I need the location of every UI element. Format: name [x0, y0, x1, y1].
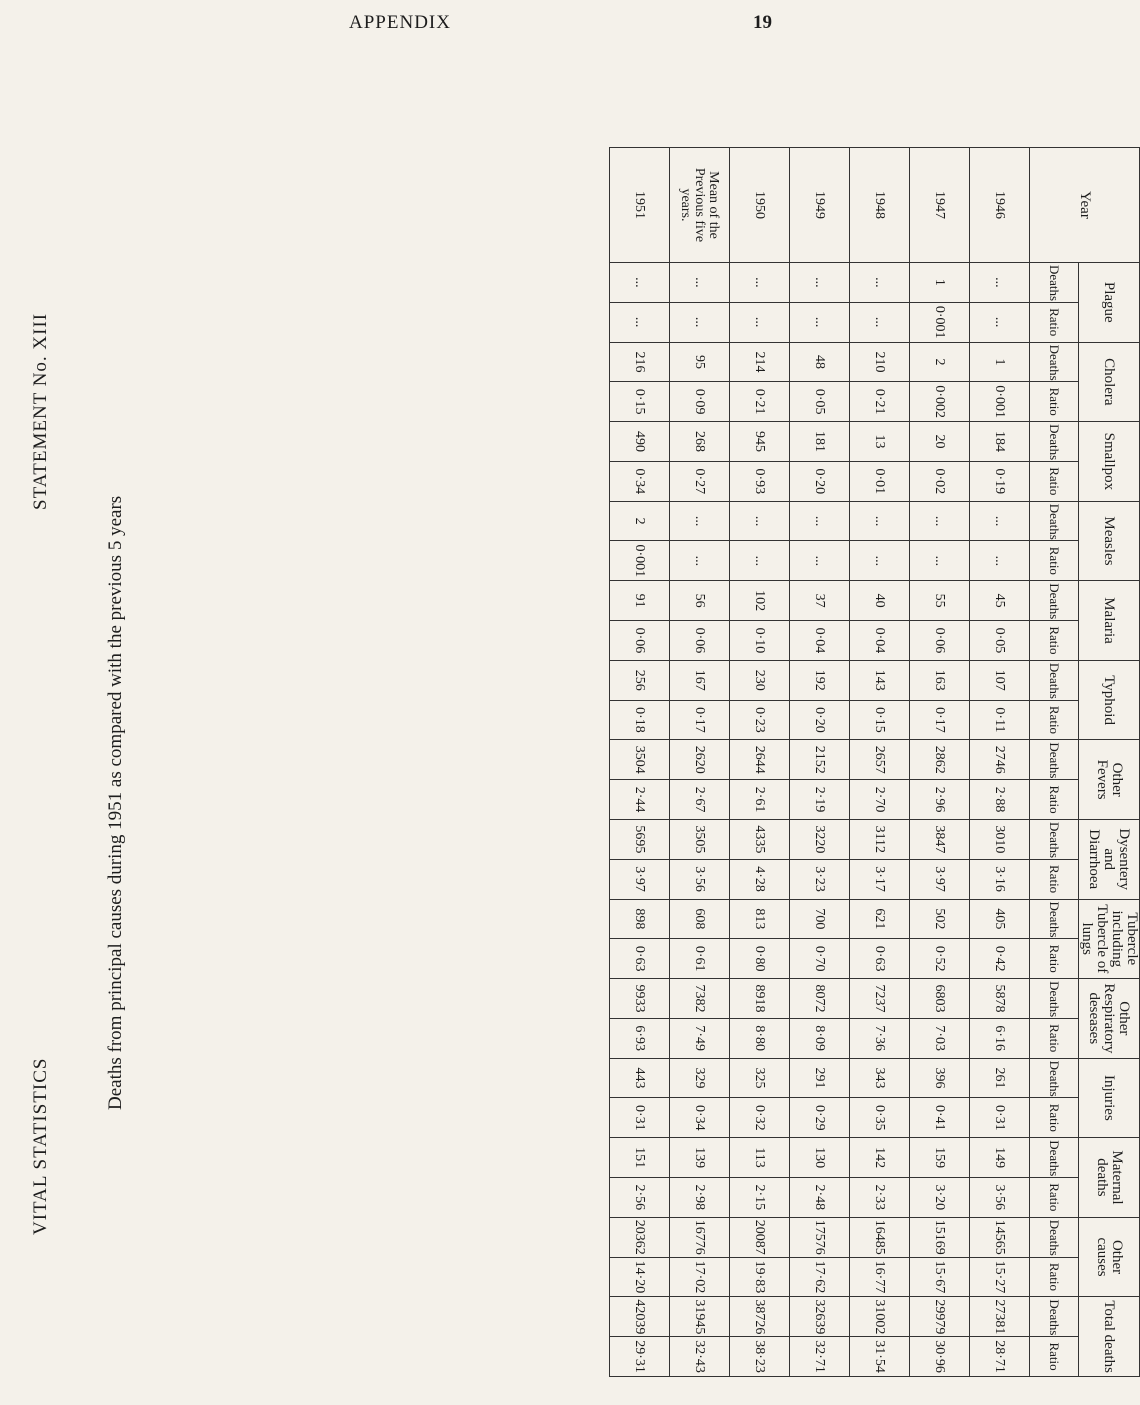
table-cell: 7237	[850, 979, 910, 1019]
table-cell: 214	[730, 342, 790, 382]
table-cell: 40	[850, 581, 910, 621]
table-cell: ...	[910, 541, 970, 581]
table-cell: 3504	[610, 740, 670, 780]
cause-header: Tubercle including Tubercle of lungs	[1079, 899, 1140, 979]
table-cell: 3847	[910, 819, 970, 859]
table-cell: 0·35	[850, 1098, 910, 1138]
table-cell: 2620	[670, 740, 730, 780]
table-cell: ...	[670, 501, 730, 541]
table-cell: 608	[670, 899, 730, 939]
ratio-subheader: Ratio	[1030, 1337, 1079, 1377]
deaths-subheader: Deaths	[1030, 342, 1079, 382]
table-cell: 4335	[730, 819, 790, 859]
table-cell: 143	[850, 660, 910, 700]
table-cell: 5695	[610, 819, 670, 859]
table-cell: 0·05	[790, 382, 850, 422]
table-cell: 7·36	[850, 1018, 910, 1058]
table-cell: ...	[670, 263, 730, 303]
ratio-subheader: Ratio	[1030, 859, 1079, 899]
table-cell: 45	[970, 581, 1030, 621]
table-cell: 2862	[910, 740, 970, 780]
table-cell: 91	[610, 581, 670, 621]
table-cell: 0·31	[610, 1098, 670, 1138]
table-cell: 17·02	[670, 1257, 730, 1297]
table-cell: 151	[610, 1138, 670, 1178]
table-cell: 1	[910, 263, 970, 303]
table-cell: ...	[730, 263, 790, 303]
cause-header: Malaria	[1079, 581, 1140, 661]
table-cell: 813	[730, 899, 790, 939]
table-cell: 2·98	[670, 1177, 730, 1217]
table-cell: 95	[670, 342, 730, 382]
year-cell: 1947	[910, 148, 970, 263]
table-cell: 6·93	[610, 1018, 670, 1058]
table-cell: ...	[850, 541, 910, 581]
table-cell: 0·19	[970, 461, 1030, 501]
table-cell: 8072	[790, 979, 850, 1019]
table-cell: 0·42	[970, 939, 1030, 979]
table-cell: 1	[970, 342, 1030, 382]
table-cell: 14·20	[610, 1257, 670, 1297]
table-cell: 0·21	[730, 382, 790, 422]
deaths-subheader: Deaths	[1030, 501, 1079, 541]
table-cell: 0·002	[910, 382, 970, 422]
table-cell: 291	[790, 1058, 850, 1098]
table-cell: 0·06	[670, 621, 730, 661]
table-cell: 20	[910, 422, 970, 462]
year-cell: Mean of the Previous five years.	[670, 148, 730, 263]
cause-header: Measles	[1079, 501, 1140, 581]
table-cell: 0·09	[670, 382, 730, 422]
table-cell: 0·63	[850, 939, 910, 979]
table-cell: 3·20	[910, 1177, 970, 1217]
cause-header-row	[1079, 148, 1140, 1377]
deaths-subheader: Deaths	[1030, 660, 1079, 700]
ratio-subheader: Ratio	[1030, 780, 1079, 820]
deaths-subheader: Deaths	[1030, 740, 1079, 780]
table-cell: 17576	[790, 1217, 850, 1257]
table-cell: 113	[730, 1138, 790, 1178]
table-cell: 3505	[670, 819, 730, 859]
cause-header: Smallpox	[1079, 422, 1140, 502]
vital-statistics-heading: VITAL STATISTICS	[30, 1057, 51, 1235]
table-row	[670, 148, 730, 1377]
table-cell: ...	[970, 302, 1030, 342]
table-cell: 490	[610, 422, 670, 462]
table-cell: ...	[790, 302, 850, 342]
table-cell: 2·33	[850, 1177, 910, 1217]
table-cell: 28·71	[970, 1337, 1030, 1377]
table-row	[610, 148, 670, 1377]
table-cell: ...	[850, 501, 910, 541]
cause-header: Plague	[1079, 263, 1140, 343]
table-cell: 329	[670, 1058, 730, 1098]
table-cell: ...	[970, 263, 1030, 303]
table-cell: 6803	[910, 979, 970, 1019]
table-cell: ...	[850, 302, 910, 342]
table-cell: 167	[670, 660, 730, 700]
table-title: Deaths from principal causes during 1951 as compared with the previous 5 years	[105, 495, 126, 1110]
table-cell: 898	[610, 899, 670, 939]
table-cell: 192	[790, 660, 850, 700]
table-cell: 2·56	[610, 1177, 670, 1217]
table-cell: ...	[850, 263, 910, 303]
table-cell: 159	[910, 1138, 970, 1178]
table-cell: 31·54	[850, 1337, 910, 1377]
table-cell: 55	[910, 581, 970, 621]
table-row	[850, 148, 910, 1377]
table-cell: ...	[790, 501, 850, 541]
table-cell: 0·17	[670, 700, 730, 740]
ratio-subheader: Ratio	[1030, 1098, 1079, 1138]
running-head: APPENDIX	[349, 12, 451, 33]
table-cell: 2·19	[790, 780, 850, 820]
table-cell: ...	[970, 501, 1030, 541]
year-cell: 1949	[790, 148, 850, 263]
deaths-subheader: Deaths	[1030, 1138, 1079, 1178]
table-cell: 7382	[670, 979, 730, 1019]
table-cell: 0·29	[790, 1098, 850, 1138]
cause-header: Other Respiratory deseases	[1079, 979, 1140, 1059]
table-cell: 19·83	[730, 1257, 790, 1297]
table-cell: 443	[610, 1058, 670, 1098]
table-cell: 149	[970, 1138, 1030, 1178]
table-cell: 20087	[730, 1217, 790, 1257]
year-cell: 1948	[850, 148, 910, 263]
cause-header: Injuries	[1079, 1058, 1140, 1138]
table-cell: 3·56	[970, 1177, 1030, 1217]
table-cell: 15·27	[970, 1257, 1030, 1297]
table-cell: 3112	[850, 819, 910, 859]
year-cell: 1946	[970, 148, 1030, 263]
cause-header: Dysentery and Diarrhoea	[1079, 819, 1140, 899]
table-cell: 130	[790, 1138, 850, 1178]
table-cell: ...	[970, 541, 1030, 581]
table-cell: 5878	[970, 979, 1030, 1019]
table-cell: 32639	[790, 1297, 850, 1337]
subheader-row	[1030, 148, 1079, 1377]
table-cell: 700	[790, 899, 850, 939]
table-cell: 0·34	[670, 1098, 730, 1138]
deaths-subheader: Deaths	[1030, 1217, 1079, 1257]
year-cell: 1950	[730, 148, 790, 263]
page-number: 19	[753, 12, 772, 33]
table-cell: 0·10	[730, 621, 790, 661]
table-cell: 0·23	[730, 700, 790, 740]
table-cell: ...	[730, 501, 790, 541]
table-cell: 13	[850, 422, 910, 462]
deaths-table	[609, 147, 1140, 1377]
table-cell: 0·01	[850, 461, 910, 501]
table-cell: 621	[850, 899, 910, 939]
deaths-subheader: Deaths	[1030, 422, 1079, 462]
table-cell: 7·49	[670, 1018, 730, 1058]
table-cell: ...	[730, 541, 790, 581]
table-cell: ...	[790, 263, 850, 303]
table-cell: 16776	[670, 1217, 730, 1257]
ratio-subheader: Ratio	[1030, 302, 1079, 342]
table-cell: 3·97	[610, 859, 670, 899]
table-cell: 48	[790, 342, 850, 382]
table-cell: 2·44	[610, 780, 670, 820]
table-cell: 0·31	[970, 1098, 1030, 1138]
ratio-subheader: Ratio	[1030, 700, 1079, 740]
table-cell: 2	[610, 501, 670, 541]
table-cell: 3·16	[970, 859, 1030, 899]
table-cell: 0·04	[850, 621, 910, 661]
table-cell: 261	[970, 1058, 1030, 1098]
table-cell: ...	[910, 501, 970, 541]
table-cell: 31945	[670, 1297, 730, 1337]
ratio-subheader: Ratio	[1030, 1177, 1079, 1217]
table-cell: 0·20	[790, 461, 850, 501]
table-cell: 16485	[850, 1217, 910, 1257]
table-cell: 0·02	[910, 461, 970, 501]
table-cell: 2·15	[730, 1177, 790, 1217]
ratio-subheader: Ratio	[1030, 1257, 1079, 1297]
table-cell: 256	[610, 660, 670, 700]
table-row	[910, 148, 970, 1377]
table-cell: 142	[850, 1138, 910, 1178]
table-cell: 0·18	[610, 700, 670, 740]
table-cell: 2746	[970, 740, 1030, 780]
ratio-subheader: Ratio	[1030, 621, 1079, 661]
table-cell: 29979	[910, 1297, 970, 1337]
table-cell: 9933	[610, 979, 670, 1019]
table-cell: 3·23	[790, 859, 850, 899]
ratio-subheader: Ratio	[1030, 541, 1079, 581]
table-cell: 8·80	[730, 1018, 790, 1058]
table-row	[790, 148, 850, 1377]
table-cell: 15·67	[910, 1257, 970, 1297]
table-cell: 38726	[730, 1297, 790, 1337]
table-body	[610, 148, 1030, 1377]
table-cell: 0·001	[610, 541, 670, 581]
cause-header: Other causes	[1079, 1217, 1140, 1297]
table-cell: 14565	[970, 1217, 1030, 1257]
cause-header: Total deaths	[1079, 1297, 1140, 1377]
deaths-subheader: Deaths	[1030, 581, 1079, 621]
table-cell: 8·09	[790, 1018, 850, 1058]
table-cell: 4·28	[730, 859, 790, 899]
table-cell: 396	[910, 1058, 970, 1098]
table-cell: 8918	[730, 979, 790, 1019]
table-cell: 0·61	[670, 939, 730, 979]
year-header: Year	[1030, 148, 1140, 263]
table-cell: 210	[850, 342, 910, 382]
deaths-subheader: Deaths	[1030, 899, 1079, 939]
table-cell: 6·16	[970, 1018, 1030, 1058]
year-cell: 1951	[610, 148, 670, 263]
table-cell: 0·34	[610, 461, 670, 501]
table-cell: 56	[670, 581, 730, 621]
table-cell: 0·27	[670, 461, 730, 501]
table-cell: ...	[730, 302, 790, 342]
table-cell: 343	[850, 1058, 910, 1098]
table-cell: 0·21	[850, 382, 910, 422]
table-cell: 107	[970, 660, 1030, 700]
table-cell: 325	[730, 1058, 790, 1098]
table-cell: 0·20	[790, 700, 850, 740]
table-cell: 102	[730, 581, 790, 621]
table-cell: 0·52	[910, 939, 970, 979]
table-cell: ...	[790, 541, 850, 581]
deaths-subheader: Deaths	[1030, 979, 1079, 1019]
table-row	[730, 148, 790, 1377]
table-cell: 405	[970, 899, 1030, 939]
table-cell: 31002	[850, 1297, 910, 1337]
table-cell: 0·001	[910, 302, 970, 342]
statement-number: STATEMENT No. XIII	[30, 312, 51, 510]
table-cell: 7·03	[910, 1018, 970, 1058]
table-cell: 2152	[790, 740, 850, 780]
table-cell: 0·63	[610, 939, 670, 979]
table-cell: 0·41	[910, 1098, 970, 1138]
table-cell: 2·61	[730, 780, 790, 820]
table-cell: 17·62	[790, 1257, 850, 1297]
table-cell: 2·88	[970, 780, 1030, 820]
table-cell: 184	[970, 422, 1030, 462]
deaths-subheader: Deaths	[1030, 819, 1079, 859]
ratio-subheader: Ratio	[1030, 382, 1079, 422]
table-row	[970, 148, 1030, 1377]
cause-header: Typhoid	[1079, 660, 1140, 740]
ratio-subheader: Ratio	[1030, 1018, 1079, 1058]
table-cell: 2·96	[910, 780, 970, 820]
table-cell: 0·17	[910, 700, 970, 740]
table-cell: 230	[730, 660, 790, 700]
table-cell: 945	[730, 422, 790, 462]
table-cell: 181	[790, 422, 850, 462]
table-cell: 3220	[790, 819, 850, 859]
table-cell: 0·06	[910, 621, 970, 661]
deaths-subheader: Deaths	[1030, 1297, 1079, 1337]
table-cell: 3·97	[910, 859, 970, 899]
table-cell: 0·06	[610, 621, 670, 661]
table-cell: 163	[910, 660, 970, 700]
table-cell: 2·48	[790, 1177, 850, 1217]
table-cell: 3·17	[850, 859, 910, 899]
table-cell: 3·56	[670, 859, 730, 899]
table-cell: 0·80	[730, 939, 790, 979]
table-cell: 20362	[610, 1217, 670, 1257]
table-cell: 139	[670, 1138, 730, 1178]
ratio-subheader: Ratio	[1030, 461, 1079, 501]
cause-header: Other Fevers	[1079, 740, 1140, 820]
table-cell: 0·11	[970, 700, 1030, 740]
cause-header: Cholera	[1079, 342, 1140, 422]
table-cell: 0·15	[850, 700, 910, 740]
table-cell: 0·15	[610, 382, 670, 422]
table-cell: ...	[670, 541, 730, 581]
table-cell: 2·67	[670, 780, 730, 820]
table-cell: 15169	[910, 1217, 970, 1257]
table-cell: 29·31	[610, 1337, 670, 1377]
table-cell: ...	[610, 302, 670, 342]
table-cell: 3010	[970, 819, 1030, 859]
table-cell: 2·70	[850, 780, 910, 820]
table-cell: 0·05	[970, 621, 1030, 661]
table-cell: 268	[670, 422, 730, 462]
cause-header: Maternal deaths	[1079, 1138, 1140, 1218]
deaths-subheader: Deaths	[1030, 1058, 1079, 1098]
table-cell: 0·93	[730, 461, 790, 501]
table-cell: 0·70	[790, 939, 850, 979]
ratio-subheader: Ratio	[1030, 939, 1079, 979]
table-cell: 32·71	[790, 1337, 850, 1377]
table-cell: 2	[910, 342, 970, 382]
table-cell: ...	[610, 263, 670, 303]
table-cell: 0·32	[730, 1098, 790, 1138]
table-cell: 0·04	[790, 621, 850, 661]
table-cell: 216	[610, 342, 670, 382]
table-cell: 2657	[850, 740, 910, 780]
table-cell: 38·23	[730, 1337, 790, 1377]
table-cell: 0·001	[970, 382, 1030, 422]
deaths-subheader: Deaths	[1030, 263, 1079, 303]
table-cell: 2644	[730, 740, 790, 780]
table-cell: ...	[670, 302, 730, 342]
table-cell: 30·96	[910, 1337, 970, 1377]
table-cell: 42039	[610, 1297, 670, 1337]
table-cell: 37	[790, 581, 850, 621]
table-cell: 502	[910, 899, 970, 939]
table-cell: 16·77	[850, 1257, 910, 1297]
table-cell: 32·43	[670, 1337, 730, 1377]
table-cell: 27381	[970, 1297, 1030, 1337]
